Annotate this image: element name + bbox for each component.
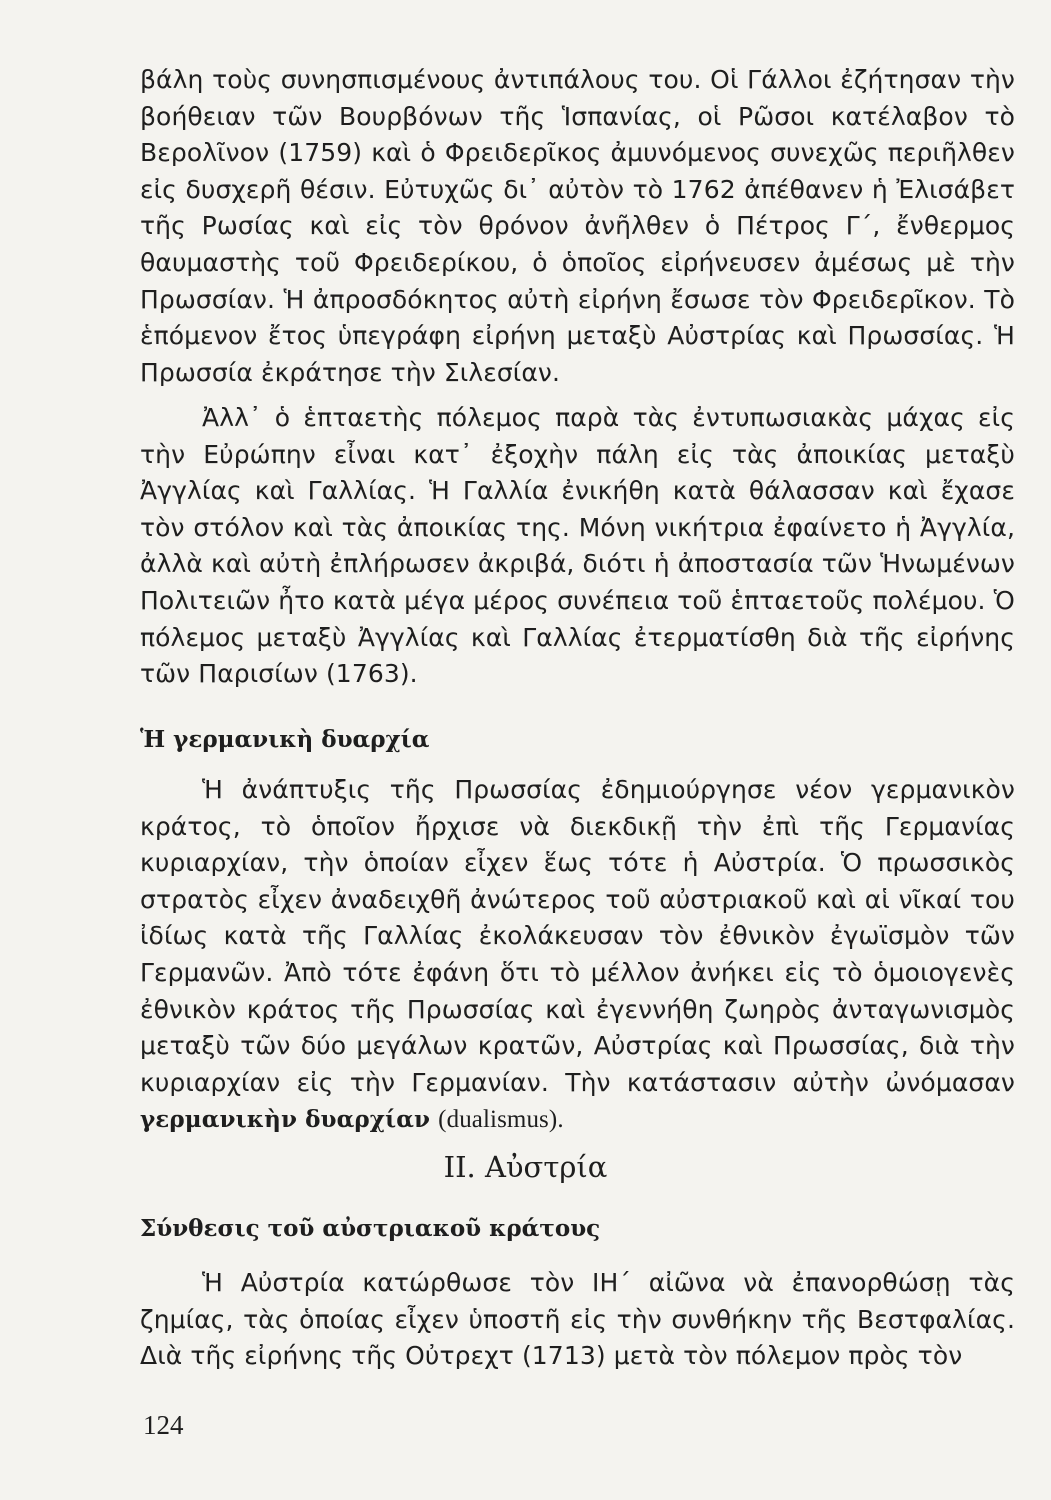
term-german-dualism: γερμανικὴν δυαρχίαν — [140, 1106, 431, 1134]
paragraph-block-2 — [140, 400, 1015, 693]
paragraph-colonial-war: Ἀλλ᾽ ὁ ἑπταετὴς πόλεμος παρὰ τὰς ἐντυπωσιακὰς μάχας εἰς τὴν Εὐρώπην εἶναι κατ᾽ ἐξοχὴν πάλη εἰς τὰς ἀποικίας μεταξὺ Ἀγγλίας καὶ Γαλλίας. Ἡ Γαλλία ἐνικήθη κατὰ θάλασσαν καὶ ἔχασε τὸν στόλον καὶ τὰς ἀποικίας της. Μόνη νικήτρια ἐφαίνετο ἡ Ἀγγλία, ἀλλὰ καὶ αὐτὴ ἐπλήρωσεν ἀκριβά, διότι ἡ ἀποστασία τῶν Ἡνωμένων Πολιτειῶν ἦτο κατὰ μέγα μέρος συνέπεια τοῦ ἑπταετοῦς πολέμου. Ὁ πόλεμος μεταξὺ Ἀγγλίας καὶ Γαλλίας ἐτερματίσθη διὰ τῆς εἰρήνης τῶν Παρισίων (1763). — [140, 403, 1015, 689]
paragraph-german-dualism — [140, 772, 1015, 1139]
paragraph-austria-recovery: Ἡ Αὐστρία κατώρθωσε τὸν ΙΗ΄ αἰῶνα νὰ ἐπανορθώσῃ τὰς ζημίας, τὰς ὁποίας εἶχεν ὑποστῆ εἰς τὴν συνθήκην τῆς Βεστφαλίας. Διὰ τῆς εἰρήνης τῆς Οὐτρεχτ (1713) μετὰ τὸν πόλεμον πρὸς τὸν — [140, 1268, 1015, 1371]
section-title-austria: II. Αὐστρία — [443, 1150, 608, 1184]
paragraph-seven-years-war-continued: βάλη τοὺς συνησπισμένους ἀντιπάλους του. Οἱ Γάλλοι ἐζήτησαν τὴν βοήθειαν τῶν Βουρβόνων τῆς Ἱσπανίας, οἱ Ρῶσοι κατέλαβον τὸ Βερολῖνον (1759) καὶ ὁ Φρειδερῖκος ἀμυνόμενος συνεχῶς περιῆλθεν εἰς δυσχερῆ θέσιν. Εὐτυχῶς δι᾽ αὐτὸν τὸ 1762 ἀπέθανεν ἡ Ἐλισάβετ τῆς Ρωσίας καὶ εἰς τὸν θρόνον ἀνῆλθεν ὁ Πέτρος Γ΄, ἔνθερμος θαυμαστὴς τοῦ Φρειδερίκου, ὁ ὁποῖος εἰρήνευσεν ἀμέσως μὲ τὴν Πρωσσίαν. Ἡ ἀπροσδόκητος αὐτὴ εἰρήνη ἔσωσε τὸν Φρειδερῖκον. Τὸ ἑπόμενον ἔτος ὑπεγράφη εἰρήνη μεταξὺ Αὐστρίας καὶ Πρωσσίας. Ἡ Πρωσσία ἐκράτησε τὴν Σιλεσίαν. — [140, 65, 1015, 387]
page-number: 124 — [143, 1410, 184, 1440]
subheading-composition-of-austrian-state: Σύνθεσις τοῦ αὐστριακοῦ κράτους — [140, 1215, 601, 1242]
paragraph-german-dualism-text: Ἡ ἀνάπτυξις τῆς Πρωσσίας ἐδημιούργησε νέον γερμανικὸν κράτος, τὸ ὁποῖον ἤρχισε νὰ διεκδικῇ τὴν ἐπὶ τῆς Γερμανίας κυριαρχίαν, τὴν ὁποίαν εἶχεν ἕως τότε ἡ Αὐστρία. Ὁ πρωσσικὸς στρατὸς εἶχεν ἀναδειχθῆ ἀνώτερος τοῦ αὐστριακοῦ καὶ αἱ νῖκαί του ἰδίως κατὰ τῆς Γαλλίας ἐκολάκευσαν τὸν ἐθνικὸν ἐγωϊσμὸν τῶν Γερμανῶν. Ἀπὸ τότε ἐφάνη ὅτι τὸ μέλλον ἀνήκει εἰς τὸ ὁμοιογενὲς ἐθνικὸν κράτος τῆς Πρωσσίας καὶ ἐγεννήθη ζωηρὸς ἀνταγωνισμὸς μεταξὺ τῶν δύο μεγάλων κρατῶν, Αὐστρίας καὶ Πρωσσίας, διὰ τὴν κυριαρχίαν εἰς τὴν Γερμανίαν. Τὴν κατάστασιν αὐτὴν ὠνόμασαν — [140, 775, 1015, 1097]
latin-term-dualismus: (dualismus). — [438, 1106, 564, 1134]
paragraph-block-1 — [140, 62, 1015, 391]
subheading-german-dualism: Ἡ γερμανικὴ δυαρχία — [140, 726, 430, 753]
paragraph-block-3 — [140, 772, 1015, 1139]
paragraph-block-4 — [140, 1265, 1015, 1375]
